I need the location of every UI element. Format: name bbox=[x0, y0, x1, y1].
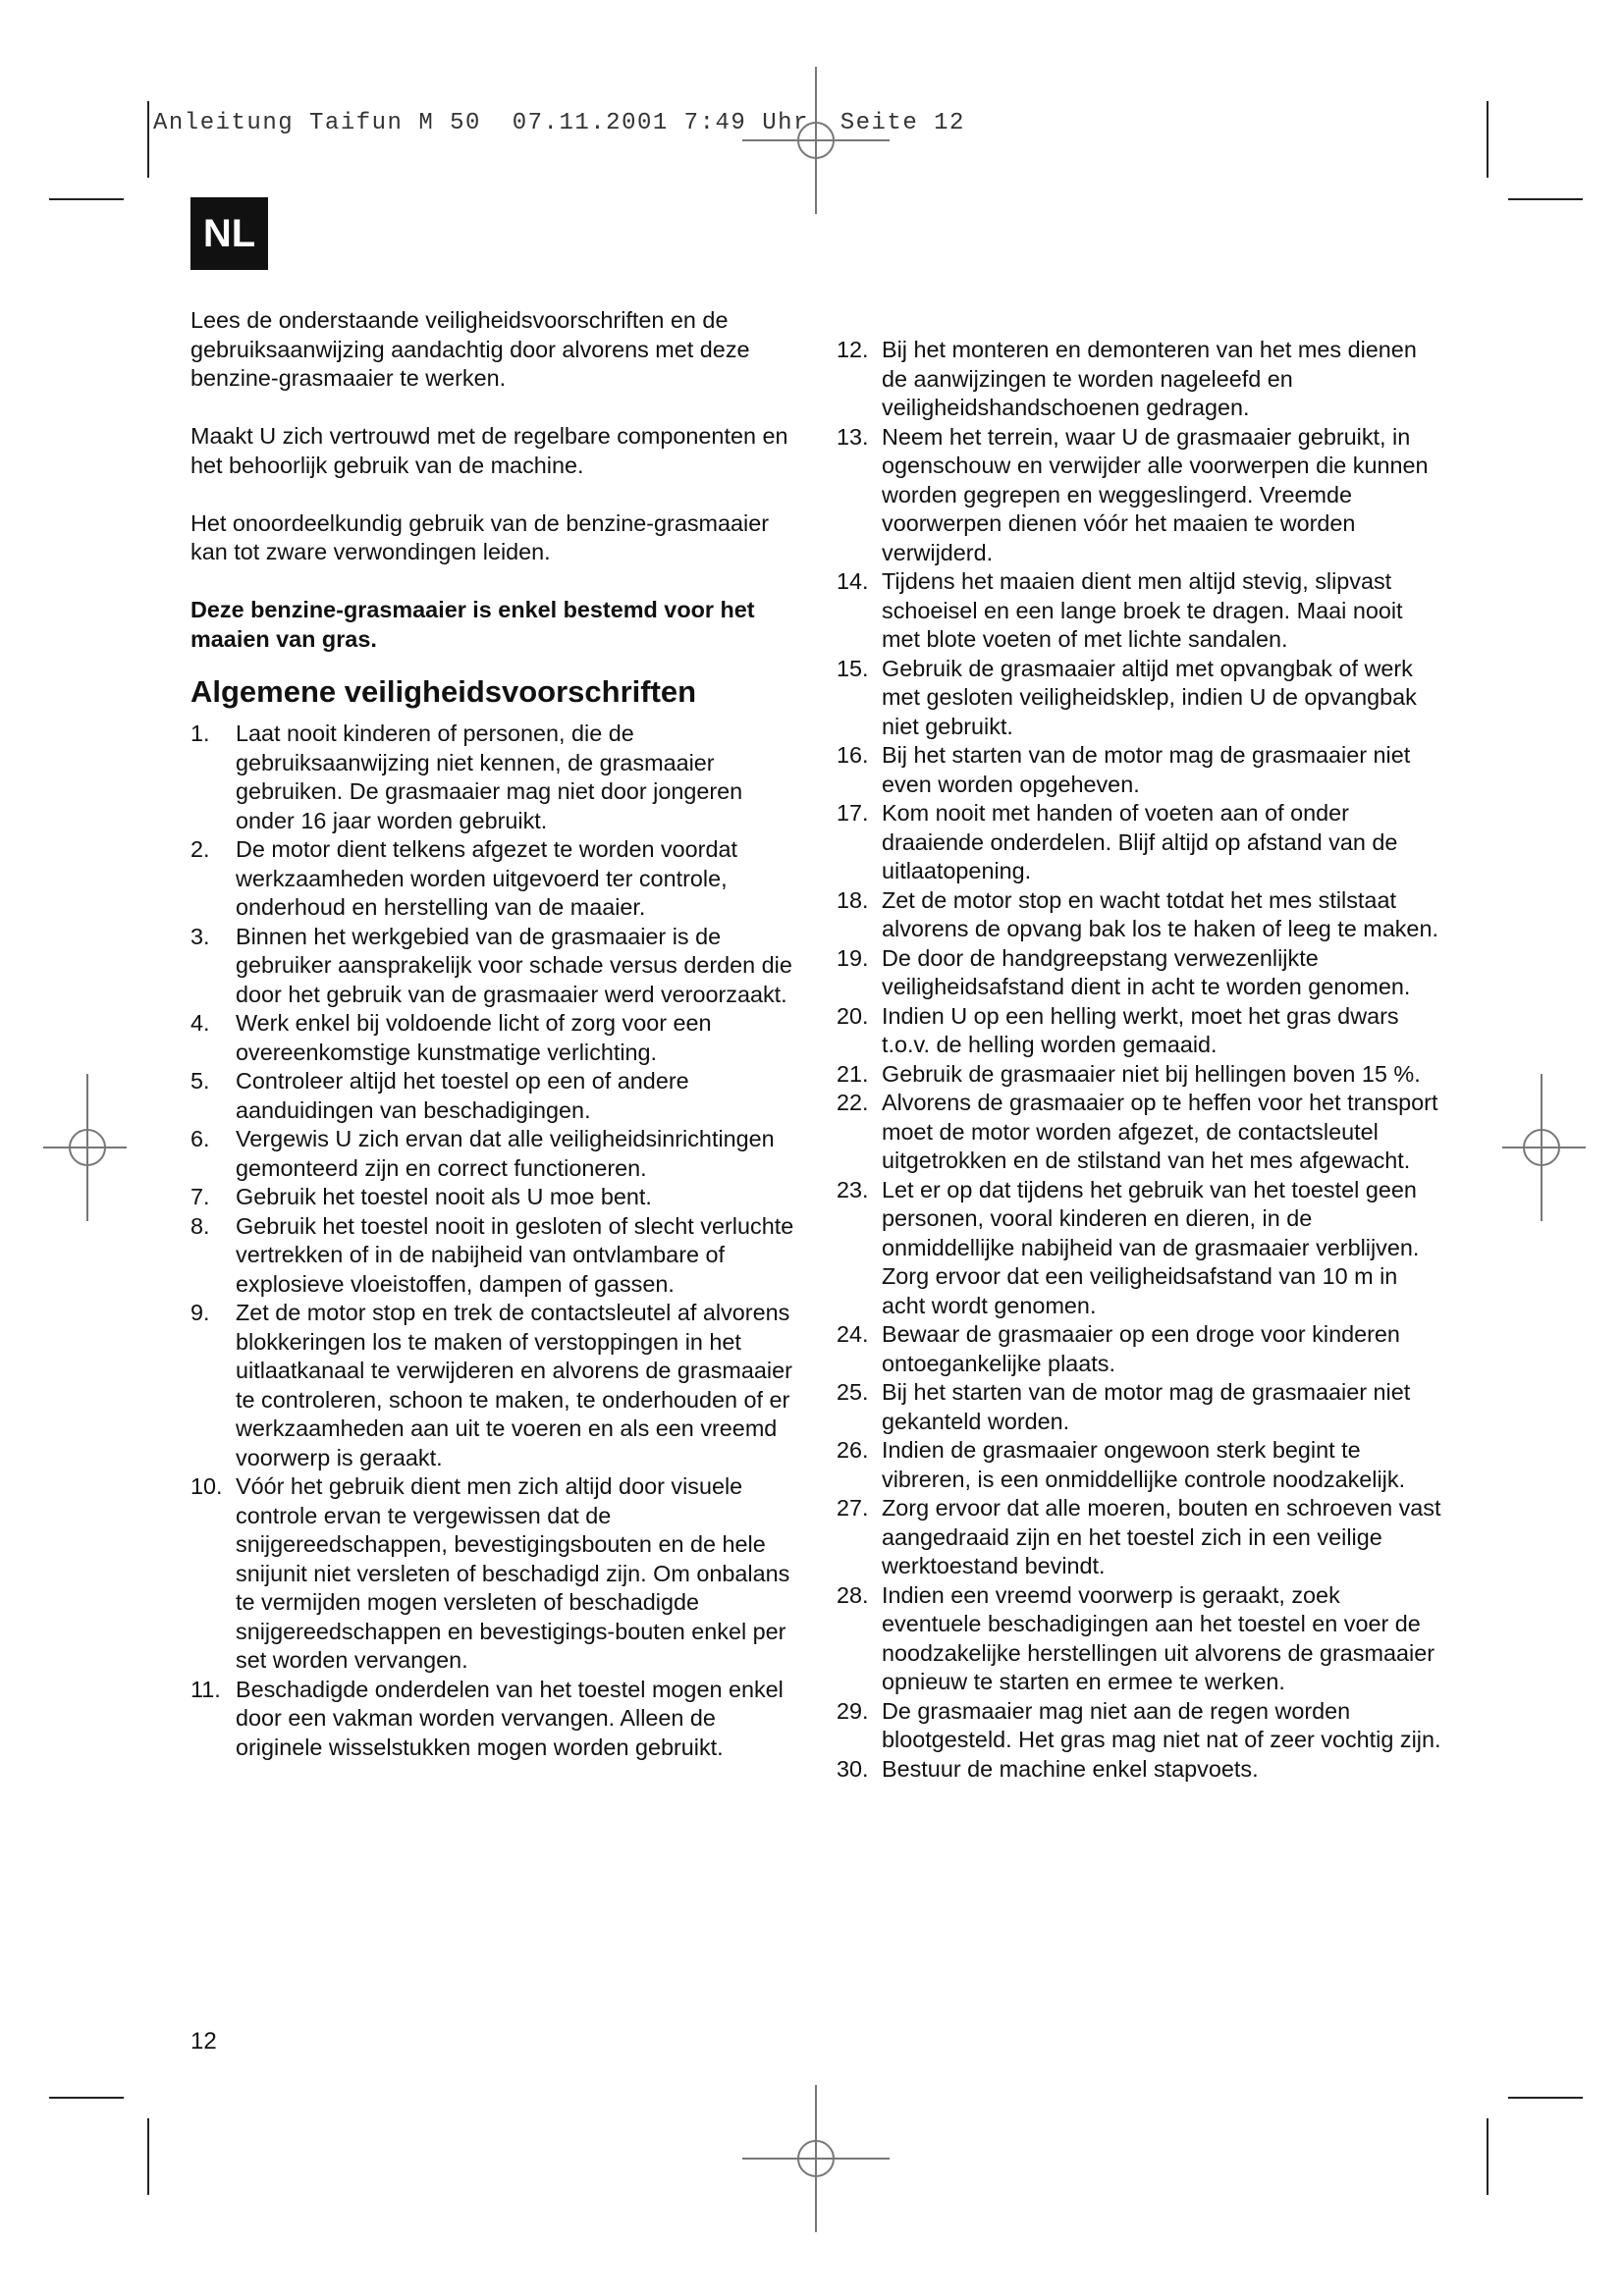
print-header: Anleitung Taifun M 50 07.11.2001 7:49 Uhr Seite 12 bbox=[153, 110, 965, 136]
list-item bbox=[837, 1176, 1445, 1321]
item-number: 4. bbox=[190, 1010, 210, 1036]
list-item bbox=[190, 1472, 799, 1676]
item-text: Laat nooit kinderen of personen, die de gebruiksaanwijzing niet kennen, de grasmaaier gebruiken. De grasmaaier mag niet door jongeren onder 16 jaar worden gebruikt. bbox=[236, 721, 743, 833]
item-number: 9. bbox=[190, 1300, 210, 1325]
item-text: Indien de grasmaaier ongewoon sterk begint te vibreren, is een onmiddellijke controle noodzakelijk. bbox=[882, 1437, 1406, 1492]
list-item bbox=[190, 835, 799, 923]
list-item bbox=[837, 567, 1445, 655]
list-item bbox=[837, 799, 1445, 886]
item-text: Werk enkel bij voldoende licht of zorg voor een overeenkomstige kunstmatige verlichting. bbox=[236, 1010, 712, 1065]
item-text: Zet de motor stop en wacht totdat het mes stilstaat alvorens de opvang bak los te haken of leeg te maken. bbox=[882, 886, 1438, 941]
item-text: Zorg ervoor dat alle moeren, bouten en schroeven vast aangedraaid zijn en het toestel zich in een veilige werktoestand bevindt. bbox=[882, 1495, 1441, 1578]
list-item bbox=[837, 1697, 1445, 1755]
list-item bbox=[190, 1299, 799, 1472]
rules-list-right bbox=[837, 336, 1445, 1784]
item-number: 28. bbox=[837, 1581, 869, 1608]
item-text: Gebruik het toestel nooit als U moe bent. bbox=[236, 1184, 652, 1209]
item-number: 26. bbox=[837, 1437, 869, 1463]
list-item bbox=[190, 923, 799, 1010]
left-column bbox=[190, 306, 799, 1762]
list-item bbox=[837, 1320, 1445, 1378]
item-text: Vergewis U zich ervan dat alle veiligheidsinrichtingen gemonteerd zijn en correct functioneren. bbox=[236, 1126, 775, 1181]
item-number: 15. bbox=[837, 655, 869, 681]
list-item bbox=[837, 886, 1445, 944]
list-item bbox=[837, 1494, 1445, 1581]
item-number: 20. bbox=[837, 1002, 869, 1029]
item-number: 10. bbox=[190, 1473, 223, 1499]
item-text: Bij het monteren en demonteren van het mes dienen de aanwijzingen te worden nageleefd en veiligheidshandschoenen gedragen. bbox=[882, 337, 1417, 420]
item-number: 19. bbox=[837, 944, 869, 971]
item-text: Bij het starten van de motor mag de grasmaaier niet gekanteld worden. bbox=[882, 1379, 1411, 1434]
crop-mark-bottom-right-horizontal bbox=[1508, 2097, 1583, 2099]
item-number: 1. bbox=[190, 721, 210, 746]
list-item bbox=[837, 741, 1445, 799]
item-number: 18. bbox=[837, 886, 869, 913]
crop-mark-bottom-left-vertical bbox=[147, 2118, 149, 2195]
item-text: Bij het starten van de motor mag de grasmaaier niet even worden opgeheven. bbox=[882, 742, 1411, 797]
item-text: Vóór het gebruik dient men zich altijd door visuele controle ervan te vergewissen dat de snijgereedschappen, bevestigingsbouten en de hele snijunit niet versleten of beschadigd zijn. Om onbalans te vermijden mogen versleten of beschadigde snijgereedschappen en bevestigings-bouten enkel per set worden vervangen. bbox=[236, 1473, 790, 1673]
item-text: Indien een vreemd voorwerp is geraakt, zoek eventuele beschadigingen aan het toestel en voer de noodzakelijke herstellingen uit alvorens de grasmaaier opnieuw te starten en ermee te werken. bbox=[882, 1581, 1435, 1694]
item-text: Gebruik het toestel nooit in gesloten of slecht verluchte vertrekken of in de nabijheid van ontvlambare of explosieve vloeistoffen, dampen of gassen. bbox=[236, 1212, 794, 1297]
list-item bbox=[190, 1212, 799, 1300]
list-item bbox=[190, 1009, 799, 1067]
list-item bbox=[190, 1676, 799, 1763]
item-text: De motor dient telkens afgezet te worden voordat werkzaamheden worden uitgevoerd ter controle, onderhoud en herstelling van de maaier. bbox=[236, 836, 737, 920]
language-badge: NL bbox=[190, 197, 268, 270]
item-text: Neem het terrein, waar U de grasmaaier gebruikt, in ogenschouw en verwijder alle voorwerpen die kunnen worden gegrepen en weggeslingerd. Vreemde voorwerpen dienen vóór het maaien te worden verwijderd. bbox=[882, 423, 1429, 565]
item-text: Binnen het werkgebied van de grasmaaier is de gebruiker aansprakelijk voor schade versus derden die door het gebruik van de grasmaaier werd veroorzaakt. bbox=[236, 923, 792, 1007]
registration-mark-top bbox=[742, 67, 890, 214]
list-item bbox=[837, 655, 1445, 742]
list-item bbox=[837, 1002, 1445, 1060]
item-number: 25. bbox=[837, 1379, 869, 1405]
item-text: Indien U op een helling werkt, moet het gras dwars t.o.v. de helling worden gemaaid. bbox=[882, 1002, 1399, 1057]
item-number: 27. bbox=[837, 1495, 869, 1521]
list-item bbox=[190, 1125, 799, 1183]
item-number: 11. bbox=[190, 1676, 221, 1702]
item-text: Gebruik de grasmaaier niet bij hellingen boven 15 %. bbox=[882, 1060, 1421, 1087]
item-number: 6. bbox=[190, 1126, 210, 1151]
registration-mark-bottom bbox=[742, 2085, 890, 2232]
item-text: Alvorens de grasmaaier op te heffen voor het transport moet de motor worden afgezet, de contactsleutel uitgetrokken en de stilstand van het mes afgewacht. bbox=[882, 1090, 1438, 1173]
list-item bbox=[837, 1755, 1445, 1785]
item-number: 21. bbox=[837, 1060, 869, 1087]
usage-note: Deze benzine-grasmaaier is enkel bestemd voor het maaien van gras. bbox=[190, 597, 755, 652]
item-text: Gebruik de grasmaaier altijd met opvangbak of werk met gesloten veiligheidsklep, indien U de opvangbak niet gebruikt. bbox=[882, 655, 1417, 739]
item-text: De grasmaaier mag niet aan de regen worden blootgesteld. Het gras mag niet nat of zeer vochtig zijn. bbox=[882, 1697, 1441, 1752]
item-number: 17. bbox=[837, 800, 869, 826]
list-item bbox=[190, 720, 799, 835]
crop-mark-bottom-right-vertical bbox=[1487, 2118, 1489, 2195]
item-number: 14. bbox=[837, 568, 869, 594]
item-number: 3. bbox=[190, 923, 210, 949]
registration-mark-left bbox=[14, 1074, 161, 1221]
item-number: 24. bbox=[837, 1321, 869, 1347]
item-text: Let er op dat tijdens het gebruik van het toestel geen personen, vooral kinderen en dieren, in de onmiddellijke nabijheid van de grasmaaier verblijven. Zorg ervoor dat een veiligheidsafstand van 10 m in acht wordt genomen. bbox=[882, 1176, 1420, 1318]
item-text: Controleer altijd het toestel op een of andere aanduidingen van beschadigingen. bbox=[236, 1068, 689, 1123]
list-item bbox=[837, 1378, 1445, 1436]
list-item bbox=[837, 1060, 1445, 1090]
list-item bbox=[190, 1067, 799, 1125]
registration-mark-right bbox=[1468, 1074, 1615, 1221]
intro-paragraph: Maakt U zich vertrouwd met de regelbare componenten en het behoorlijk gebruik van de machine. bbox=[190, 423, 788, 478]
item-text: Kom nooit met handen of voeten aan of onder draaiende onderdelen. Blijf altijd op afstand van de uitlaatopening. bbox=[882, 800, 1398, 883]
item-text: Beschadigde onderdelen van het toestel mogen enkel door een vakman worden vervangen. Alleen de originele wisselstukken mogen worden gebruikt. bbox=[236, 1676, 784, 1760]
crop-mark-top-left-vertical bbox=[147, 101, 149, 178]
item-number: 2. bbox=[190, 836, 210, 862]
item-number: 13. bbox=[837, 423, 869, 450]
intro-paragraph: Lees de onderstaande veiligheidsvoorschriften en de gebruiksaanwijzing aandachtig door alvorens met deze benzine-grasmaaier te werken. bbox=[190, 307, 750, 391]
item-text: Bewaar de grasmaaier op een droge voor kinderen ontoegankelijke plaats. bbox=[882, 1321, 1400, 1376]
crop-mark-top-left-horizontal bbox=[49, 198, 124, 200]
item-number: 16. bbox=[837, 742, 869, 768]
item-text: Tijdens het maaien dient men altijd stevig, slipvast schoeisel en een lange broek te dragen. Maai nooit met blote voeten of met lichte sandalen. bbox=[882, 568, 1403, 652]
page-number: 12 bbox=[190, 2028, 217, 2055]
item-text: De door de handgreepstang verwezenlijkte veiligheidsafstand dient in acht te worden genomen. bbox=[882, 944, 1411, 999]
intro-paragraph: Het onoordeelkundig gebruik van de benzine-grasmaaier kan tot zware verwondingen leiden. bbox=[190, 509, 770, 564]
list-item bbox=[837, 1089, 1445, 1176]
crop-mark-top-right-horizontal bbox=[1508, 198, 1583, 200]
item-number: 7. bbox=[190, 1184, 210, 1209]
item-number: 29. bbox=[837, 1697, 869, 1724]
item-text: Bestuur de machine enkel stapvoets. bbox=[882, 1755, 1259, 1782]
list-item bbox=[837, 1436, 1445, 1494]
list-item bbox=[837, 1581, 1445, 1697]
item-number: 8. bbox=[190, 1212, 210, 1239]
item-number: 23. bbox=[837, 1176, 869, 1202]
right-column bbox=[837, 336, 1445, 1784]
rules-list-left bbox=[190, 720, 799, 1762]
section-title: Algemene veiligheidsvoorschriften bbox=[190, 674, 697, 709]
list-item bbox=[837, 423, 1445, 568]
item-number: 30. bbox=[837, 1755, 869, 1782]
item-text: Zet de motor stop en trek de contactsleutel af alvorens blokkeringen los te maken of verstoppingen in het uitlaatkanaal te verwijderen en alvorens de grasmaaier te controleren, schoon te maken, te onderhouden of er werkzaamheden aan uit te voeren en als een vreemd voorwerp is geraakt. bbox=[236, 1300, 792, 1470]
list-item bbox=[190, 1183, 799, 1212]
item-number: 5. bbox=[190, 1068, 210, 1094]
list-item bbox=[837, 944, 1445, 1002]
crop-mark-top-right-vertical bbox=[1487, 101, 1489, 178]
item-number: 22. bbox=[837, 1090, 869, 1115]
list-item bbox=[837, 336, 1445, 423]
crop-mark-bottom-left-horizontal bbox=[49, 2097, 124, 2099]
item-number: 12. bbox=[837, 337, 869, 362]
